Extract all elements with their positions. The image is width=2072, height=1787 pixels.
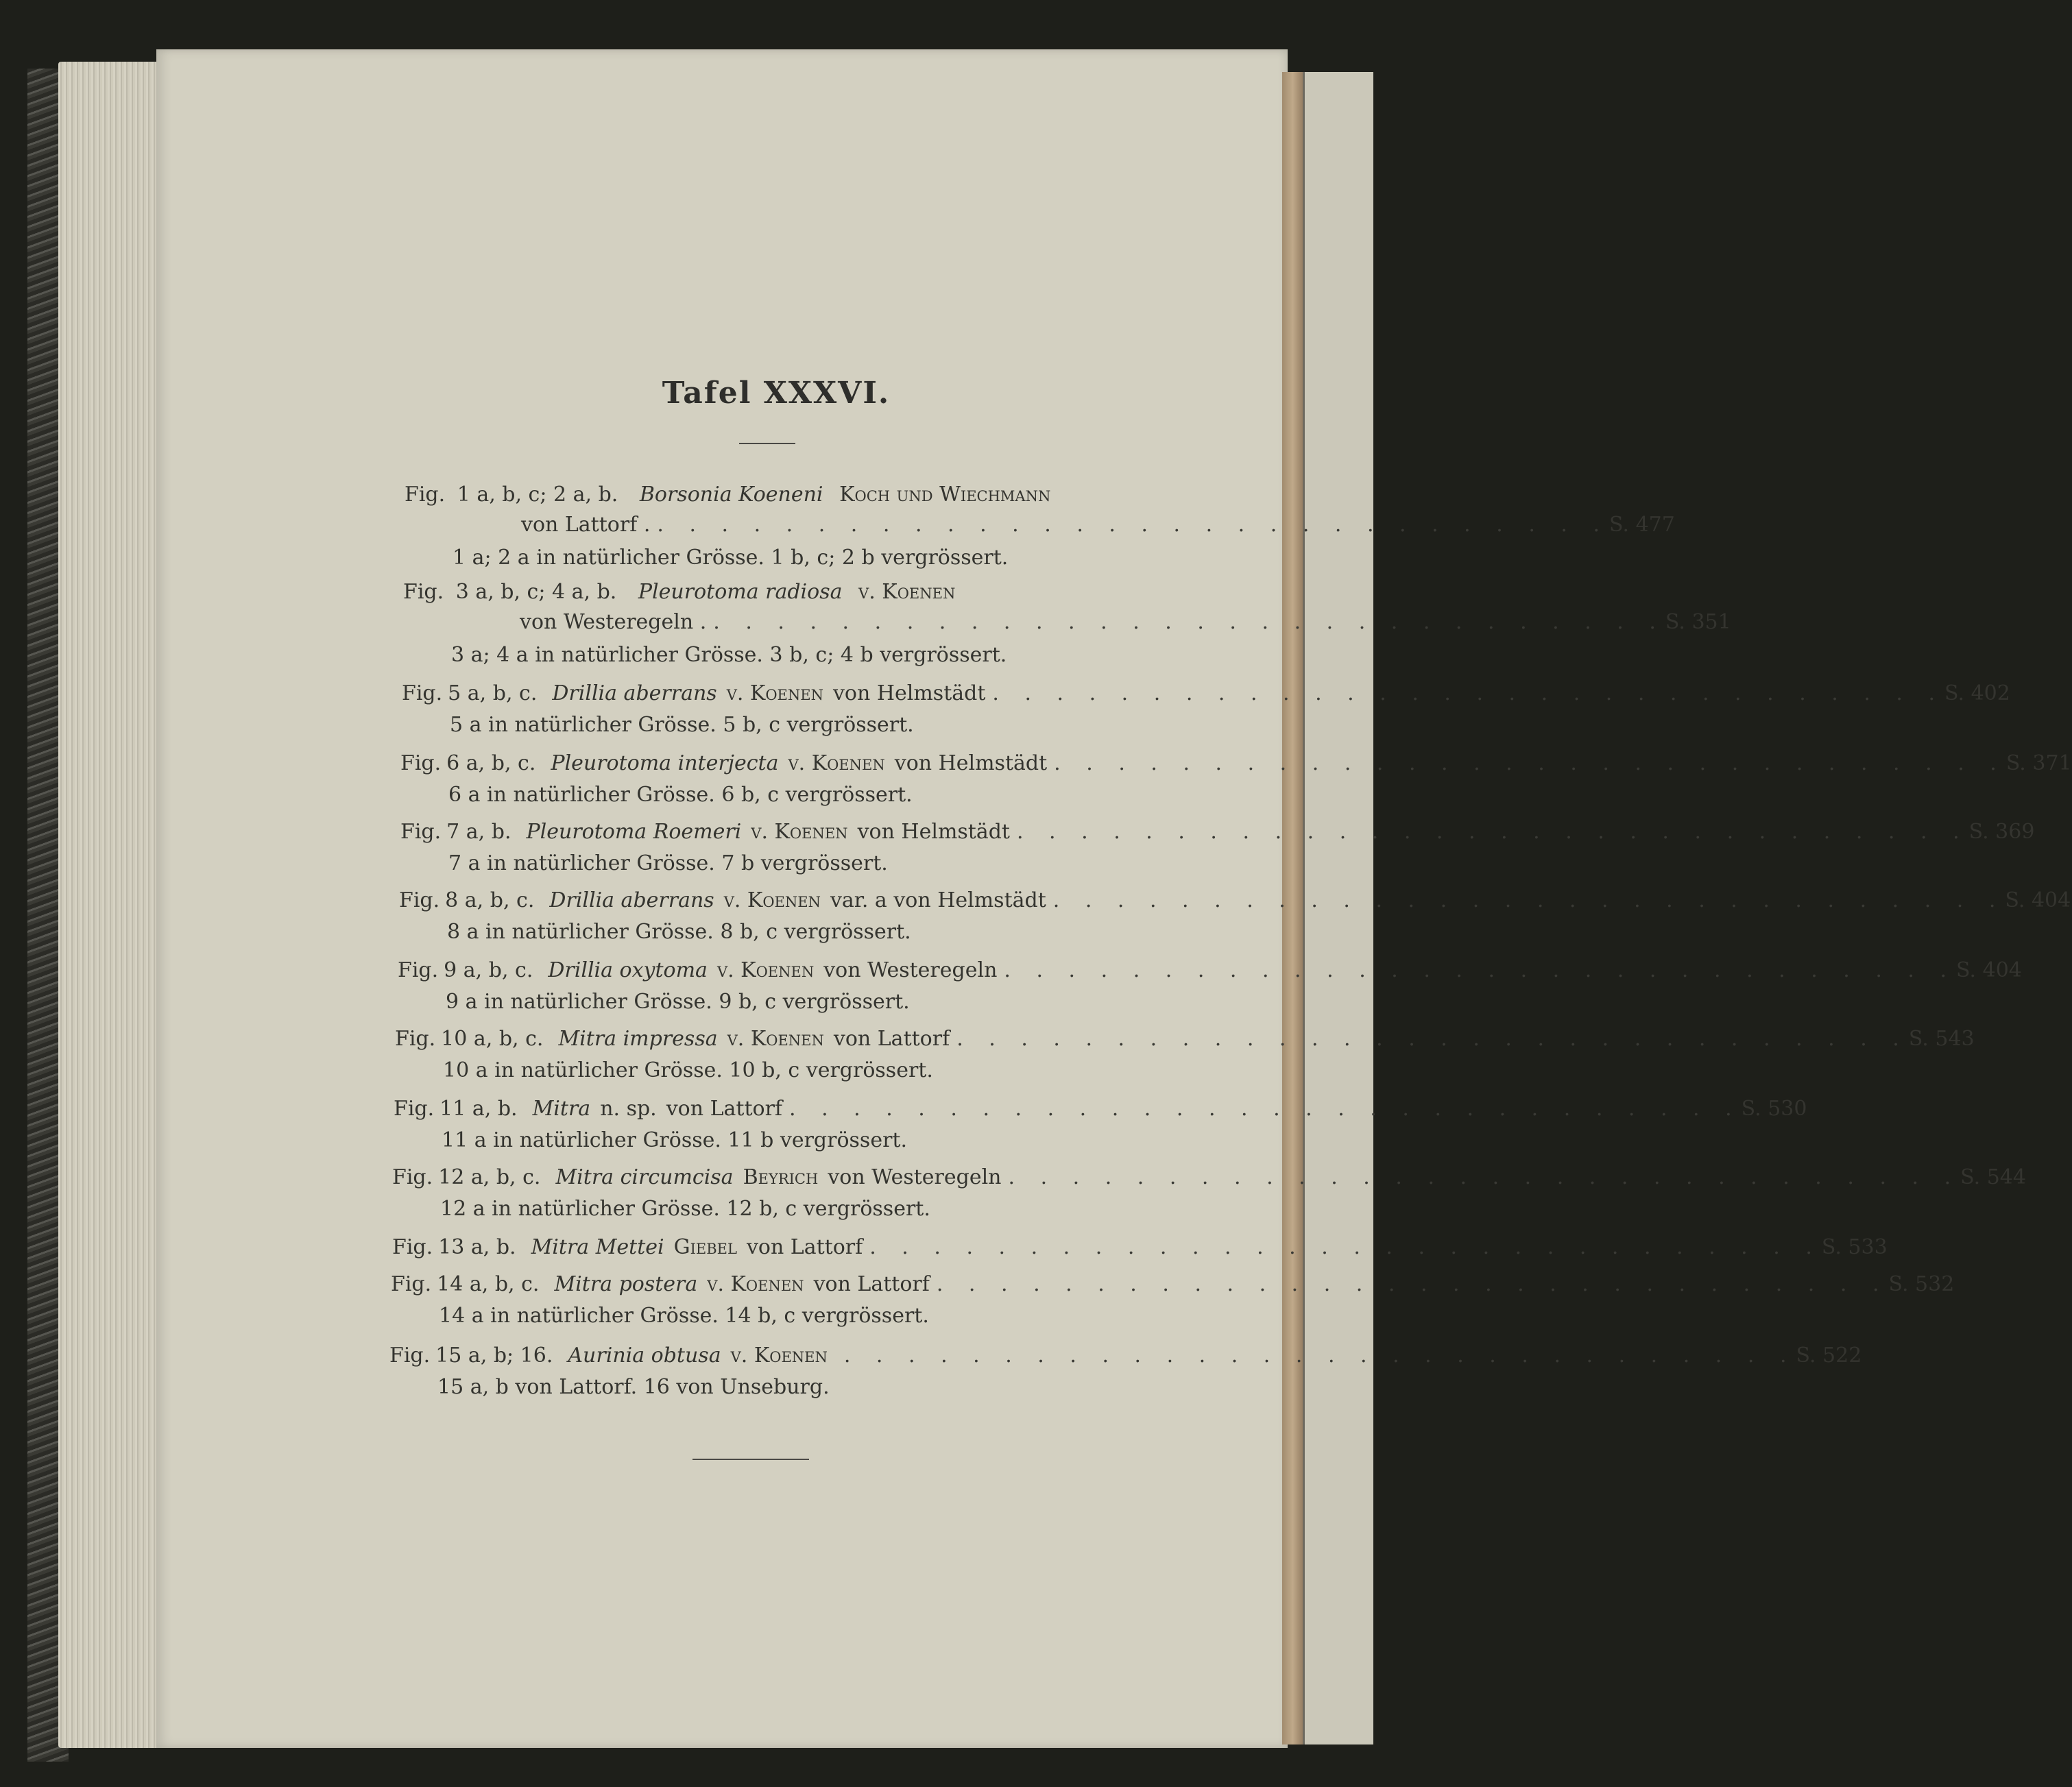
author-name: v. Koenen (751, 820, 848, 844)
entry-heading (399, 886, 2071, 916)
leader-dots: . . . . . . . . . . . . . . . . . . . . . . . . . . . . . . (843, 1344, 1796, 1367)
species-name: Aurinia obtusa (568, 1344, 721, 1367)
entry-heading (400, 749, 2072, 779)
locality: var. a von Helmstädt (830, 888, 1046, 912)
fig-ref: 3 a, b, c; 4 a, b. (455, 580, 617, 604)
fig-ref: 8 a, b, c. (445, 888, 535, 912)
locality: von Lattorf (833, 1027, 950, 1051)
entry-heading (391, 1269, 1955, 1300)
locality: von Lattorf . (521, 513, 651, 537)
species-name: Mitra circumcisa (555, 1165, 734, 1189)
plate-title: Tafel XXXVI. (662, 376, 891, 411)
locality: von Lattorf (666, 1097, 783, 1121)
fig-label: Fig. (403, 580, 444, 604)
size-note: 7 a in natürlicher Grösse. 7 b vergrössert. (448, 851, 888, 875)
size-note: 6 a in natürlicher Grösse. 6 b, c vergrössert. (448, 783, 913, 807)
author-name: Beyrich (743, 1165, 819, 1189)
fig-label: Fig. (399, 888, 440, 912)
species-name: Mitra (532, 1097, 591, 1121)
fig-ref: 7 a, b. (446, 820, 511, 844)
fig-label: Fig. (391, 1272, 432, 1296)
author-name: v. Koenen (707, 1272, 804, 1296)
species-name: Drillia aberrans (549, 888, 714, 912)
page-ref: S. 532 (1888, 1272, 1955, 1296)
fig-ref: 6 a, b, c. (446, 751, 536, 775)
entry-heading (400, 817, 2035, 847)
fig-label: Fig. (394, 1097, 435, 1121)
fig-label: Fig. (400, 751, 442, 775)
entry-heading (392, 1163, 2026, 1193)
page-ref: S. 544 (1960, 1165, 2026, 1189)
leader-dots: . . . . . . . . . . . . . . . . . . . . . . . . . . . . . . (869, 1235, 1822, 1259)
fig-ref: 11 a, b. (439, 1097, 518, 1121)
entry-heading (398, 956, 2022, 986)
fig-label: Fig. (392, 1235, 433, 1259)
locality: von Lattorf (813, 1272, 930, 1296)
leader-dots: . . . . . . . . . . . . . . . . . . . . . . . . . . . . . . (789, 1097, 1742, 1121)
fig-ref: 13 a, b. (438, 1235, 516, 1259)
author-name: v. Koenen (727, 1027, 824, 1051)
species-name: Drillia oxytoma (548, 958, 708, 982)
page-ref: S. 369 (1968, 820, 2035, 844)
leader-dots: . . . . . . . . . . . . . . . . . . . . . . . . . . . . . . (657, 513, 1610, 537)
page-ref: S. 522 (1796, 1344, 1862, 1367)
locality: von Helmstädt (832, 681, 986, 705)
size-note: 12 a in natürlicher Grösse. 12 b, c vergrössert. (440, 1197, 930, 1221)
locality: von Helmstädt (894, 751, 1048, 775)
author-name: v. Koenen (723, 888, 821, 912)
entry-heading (403, 577, 965, 607)
leader-dots: . . . . . . . . . . . . . . . . . . . . . . . . . . . . . . (1052, 888, 2005, 912)
leader-dots: . . . . . . . . . . . . . . . . . . . . . . . . . . . . . . (992, 681, 1945, 705)
fig-ref: 14 a, b, c. (437, 1272, 540, 1296)
locality: von Helmstädt (857, 820, 1010, 844)
fig-label: Fig. (398, 958, 439, 982)
fig-ref: 9 a, b, c. (444, 958, 533, 982)
size-note: 10 a in natürlicher Grösse. 10 b, c vergrössert. (443, 1058, 933, 1082)
page-ref: S. 530 (1741, 1097, 1807, 1121)
species-name: Mitra Mettei (531, 1235, 664, 1259)
entry-heading (395, 1024, 1975, 1054)
title-rule (739, 443, 795, 444)
locality: von Westeregeln (828, 1165, 1002, 1189)
page-ref: S. 371 (2005, 751, 2072, 775)
species-name: Pleurotoma interjecta (551, 751, 779, 775)
entry-heading (389, 1341, 1862, 1371)
species-name: Mitra postera (554, 1272, 698, 1296)
size-note: 8 a in natürlicher Grösse. 8 b, c vergrössert. (447, 920, 911, 944)
page-ref: S. 477 (1609, 513, 1675, 537)
size-note: 5 a in natürlicher Grösse. 5 b, c vergrössert. (450, 713, 914, 737)
leader-dots: . . . . . . . . . . . . . . . . . . . . . . . . . . . . . . (1004, 958, 1957, 982)
locality: von Lattorf (746, 1235, 863, 1259)
species-name: Drillia aberrans (552, 681, 717, 705)
author-name: v. Koenen (730, 1344, 828, 1367)
locality: von Westeregeln . (520, 610, 707, 634)
leader-dots: . . . . . . . . . . . . . . . . . . . . . . . . . . . . . . (936, 1272, 1889, 1296)
author-name: v. Koenen (788, 751, 885, 775)
fig-label: Fig. (405, 483, 446, 507)
size-note: 15 a, b von Lattorf. 16 von Unseburg. (437, 1375, 830, 1399)
entry-locality-line (405, 510, 1675, 540)
author-name: v. Koenen (716, 958, 815, 982)
leader-dots: . . . . . . . . . . . . . . . . . . . . . . . . . . . . . . (956, 1027, 1909, 1051)
page-ref: S. 533 (1821, 1235, 1888, 1259)
fig-label: Fig. (389, 1344, 431, 1367)
size-note: 11 a in natürlicher Grösse. 11 b vergrössert. (442, 1128, 908, 1152)
species-name: Pleurotoma Roemeri (526, 820, 742, 844)
author-name: n. sp. (600, 1097, 657, 1121)
species-name: Borsonia Koeneni (639, 483, 823, 507)
author-name: v. Koenen (726, 681, 823, 705)
fig-ref: 12 a, b, c. (438, 1165, 541, 1189)
page-ref: S. 402 (1944, 681, 2010, 705)
size-note: 9 a in natürlicher Grösse. 9 b, c vergrössert. (446, 990, 910, 1014)
fig-label: Fig. (402, 681, 443, 705)
page-ref: S. 404 (2005, 888, 2071, 912)
fig-label: Fig. (400, 820, 442, 844)
fig-ref: 5 a, b, c. (448, 681, 538, 705)
fig-label: Fig. (395, 1027, 436, 1051)
entry-heading (392, 1232, 1888, 1263)
author-name: Giebel (673, 1235, 737, 1259)
locality: von Westeregeln (823, 958, 998, 982)
closing-rule (692, 1459, 809, 1460)
fig-ref: 1 a, b, c; 2 a, b. (457, 483, 618, 507)
leader-dots: . . . . . . . . . . . . . . . . . . . . . . . . . . . . . . (1008, 1165, 1961, 1189)
entry-heading (402, 679, 2010, 709)
leader-dots: . . . . . . . . . . . . . . . . . . . . . . . . . . . . . . (1054, 751, 2006, 775)
leader-dots: . . . . . . . . . . . . . . . . . . . . . . . . . . . . . . (1016, 820, 1969, 844)
page-ref: S. 404 (1956, 958, 2022, 982)
fig-ref: 15 a, b; 16. (435, 1344, 553, 1367)
size-note: 1 a; 2 a in natürlicher Grösse. 1 b, c; 2 b vergrössert. (453, 546, 1009, 570)
species-name: Mitra impressa (558, 1027, 718, 1051)
page-ref: S. 543 (1908, 1027, 1975, 1051)
page-ref: S. 351 (1665, 610, 1731, 634)
fig-label: Fig. (392, 1165, 433, 1189)
entry-locality-line (403, 607, 1731, 637)
author-name: Koch und Wiechmann (839, 483, 1051, 507)
fig-ref: 10 a, b, c. (441, 1027, 544, 1051)
leader-dots: . . . . . . . . . . . . . . . . . . . . . . . . . . . . . . (713, 610, 1665, 634)
entry-heading (394, 1094, 1807, 1124)
size-note: 3 a; 4 a in natürlicher Grösse. 3 b, c; 4 b vergrössert. (451, 643, 1007, 667)
species-name: Pleurotoma radiosa (638, 580, 843, 604)
entry-heading (405, 480, 1060, 510)
size-note: 14 a in natürlicher Grösse. 14 b, c vergrössert. (439, 1304, 929, 1328)
author-name: v. Koenen (858, 580, 956, 604)
